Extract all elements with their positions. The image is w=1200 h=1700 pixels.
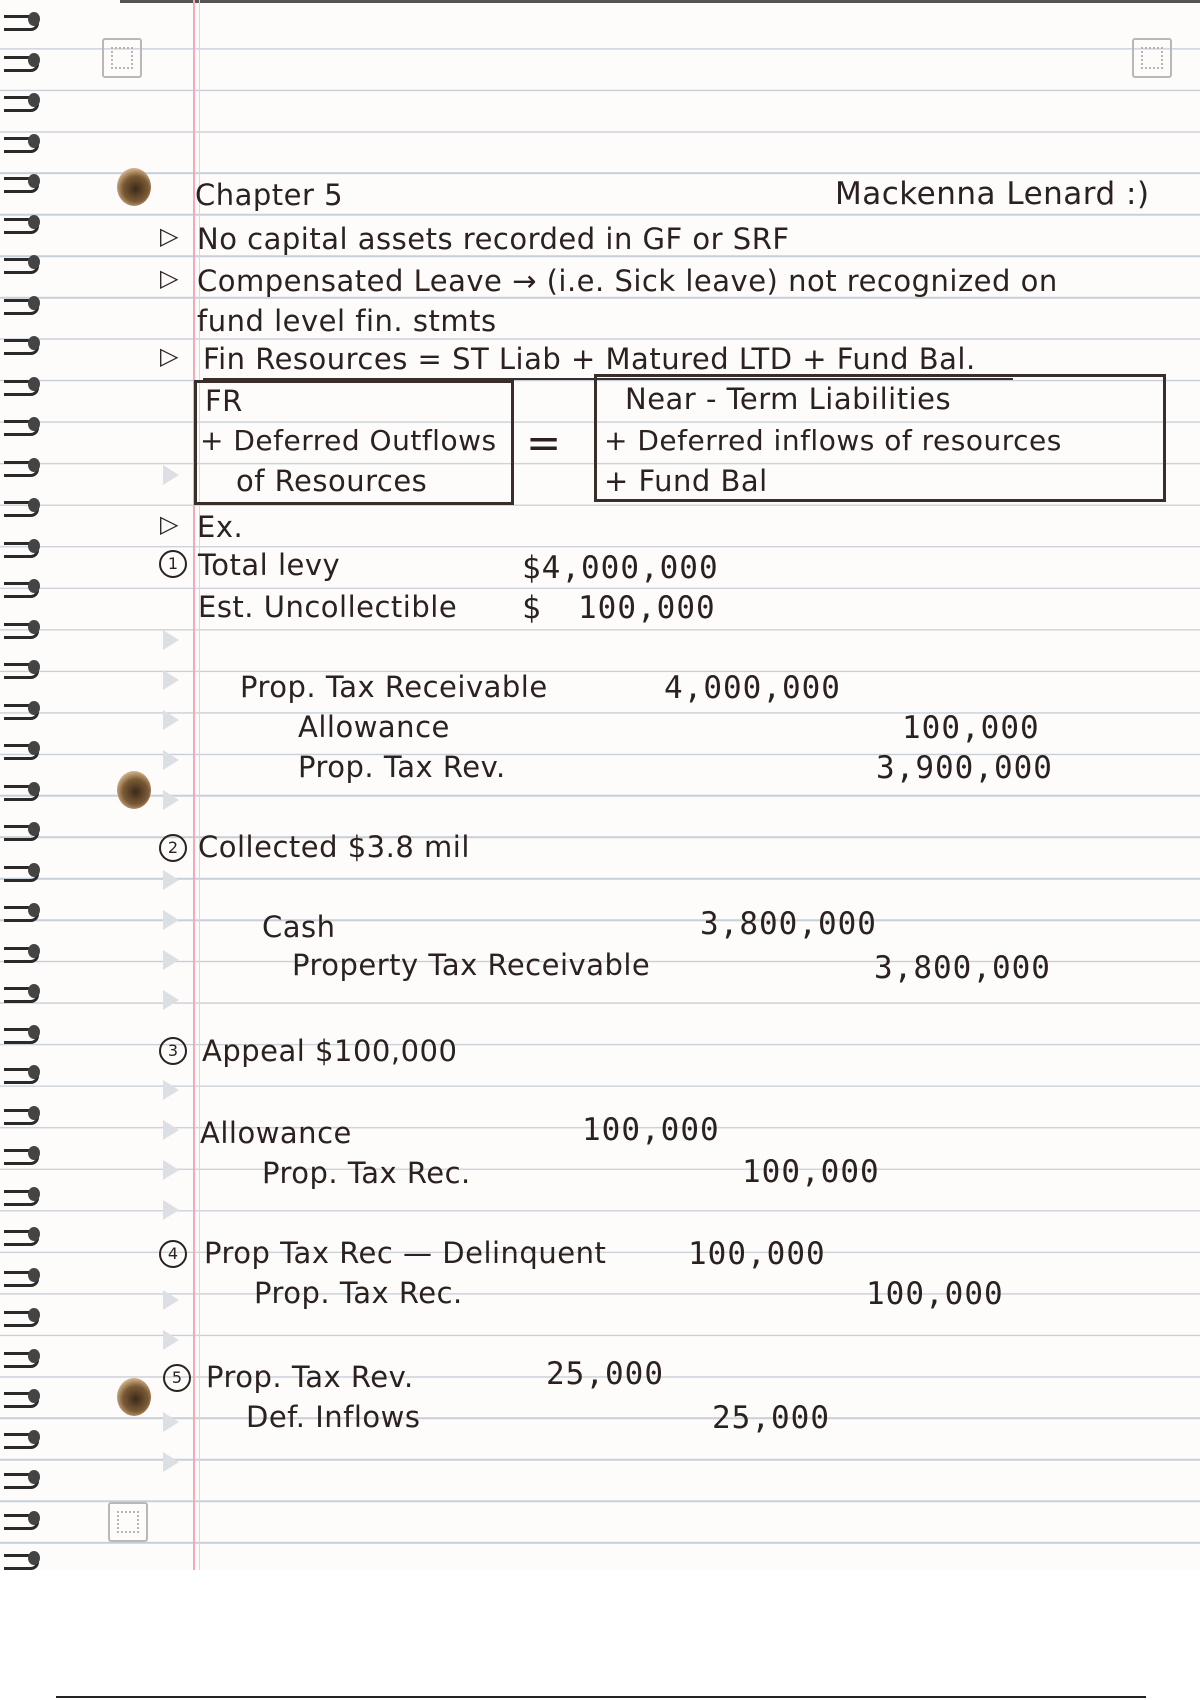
spiral-coil — [0, 91, 44, 113]
page-top-edge — [120, 0, 1200, 3]
chapter-heading: Chapter 5 — [195, 178, 344, 212]
equals-sign: = — [526, 418, 562, 467]
journal-account: Property Tax Receivable — [292, 948, 651, 982]
triangle-bullet-icon — [163, 1412, 179, 1432]
journal-debit: 100,000 — [582, 1112, 720, 1148]
spiral-coil — [0, 1509, 44, 1531]
triangle-bullet-icon — [163, 1452, 179, 1472]
uncollectible-label: Est. Uncollectible — [198, 590, 458, 624]
spiral-coil — [0, 334, 44, 356]
journal-account: Prop. Tax Rev. — [298, 750, 506, 784]
spiral-coil — [0, 537, 44, 559]
spiral-coil — [0, 861, 44, 883]
journal-account: Allowance — [200, 1116, 352, 1150]
bottom-border-line — [56, 1696, 1146, 1698]
page-decoration-icon — [102, 38, 142, 78]
spiral-coil — [0, 699, 44, 721]
journal-account: Allowance — [298, 710, 450, 744]
spiral-coil — [0, 213, 44, 235]
note-line: Compensated Leave → (i.e. Sick leave) not recognized on — [197, 264, 1058, 298]
journal-account: Prop. Tax Rev. — [206, 1360, 414, 1394]
journal-debit: 3,800,000 — [700, 906, 877, 942]
triangle-bullet-icon — [163, 710, 179, 730]
journal-account: Cash — [262, 910, 336, 944]
spiral-coil — [0, 1104, 44, 1126]
levy-value: $4,000,000 — [522, 550, 719, 586]
spiral-coil — [0, 294, 44, 316]
journal-credit: 100,000 — [866, 1276, 1004, 1312]
triangle-bullet-icon — [163, 1080, 179, 1100]
spiral-coil — [0, 1144, 44, 1166]
journal-account: Prop. Tax Rec. — [254, 1276, 463, 1310]
margin-line — [193, 0, 195, 1570]
triangle-bullet-icon — [163, 870, 179, 890]
spiral-coil — [0, 820, 44, 842]
journal-account: Def. Inflows — [246, 1400, 421, 1434]
spiral-coil — [0, 456, 44, 478]
step-number: 1 — [159, 550, 187, 578]
levy-label: Total levy — [198, 548, 341, 582]
triangle-bullet-icon — [163, 750, 179, 770]
triangle-bullet-icon — [163, 1290, 179, 1310]
spiral-coil — [0, 1387, 44, 1409]
spiral-coil — [0, 942, 44, 964]
step-number: 4 — [159, 1240, 187, 1268]
spiral-coil — [0, 577, 44, 599]
spiral-coil — [0, 658, 44, 680]
uncollectible-value: 100,000 — [578, 590, 716, 626]
equation-right-line: Near - Term Liabilities — [625, 382, 952, 416]
spiral-coil — [0, 1428, 44, 1450]
journal-debit: 100,000 — [688, 1236, 826, 1272]
triangle-bullet-icon: ▷ — [160, 510, 179, 538]
spiral-coil — [0, 415, 44, 437]
equation-left-line: FR — [205, 384, 243, 418]
triangle-bullet-icon — [163, 990, 179, 1010]
journal-account: Prop Tax Rec — Delinquent — [204, 1236, 607, 1270]
journal-credit: 25,000 — [712, 1400, 830, 1436]
spiral-coil — [0, 1468, 44, 1490]
spiral-coil — [0, 982, 44, 1004]
note-line: fund level fin. stmts — [197, 304, 497, 338]
journal-debit: 4,000,000 — [664, 670, 841, 706]
journal-credit: 3,900,000 — [876, 750, 1053, 786]
triangle-bullet-icon — [163, 670, 179, 690]
equation-right-line: + Fund Bal — [604, 464, 768, 498]
step-number: 5 — [163, 1364, 191, 1392]
triangle-bullet-icon — [163, 465, 179, 485]
spiral-coil — [0, 1306, 44, 1328]
equation-left-line: + Deferred Outflows — [200, 424, 497, 457]
triangle-bullet-icon — [163, 1160, 179, 1180]
spiral-coil — [0, 172, 44, 194]
triangle-bullet-icon — [163, 1330, 179, 1350]
triangle-bullet-icon — [163, 790, 179, 810]
journal-credit: 100,000 — [902, 710, 1040, 746]
spiral-coil — [0, 10, 44, 32]
punch-hole — [117, 771, 151, 809]
triangle-bullet-icon: ▷ — [160, 342, 179, 370]
journal-credit: 100,000 — [742, 1154, 880, 1190]
step-description: Collected $3.8 mil — [198, 830, 470, 864]
journal-account: Prop. Tax Rec. — [262, 1156, 471, 1190]
triangle-bullet-icon — [163, 1120, 179, 1140]
page-decoration-icon — [1132, 38, 1172, 78]
journal-account: Prop. Tax Receivable — [240, 670, 548, 704]
triangle-bullet-icon: ▷ — [160, 222, 179, 250]
spiral-coil — [0, 1225, 44, 1247]
spiral-coil — [0, 1347, 44, 1369]
step-number: 3 — [159, 1037, 187, 1065]
spiral-coil — [0, 739, 44, 761]
spiral-coil — [0, 901, 44, 923]
spiral-coil — [0, 253, 44, 275]
journal-credit: 3,800,000 — [874, 950, 1051, 986]
equation-left-line: of Resources — [236, 464, 428, 498]
author-name: Mackenna Lenard :) — [835, 176, 1150, 212]
triangle-bullet-icon — [163, 630, 179, 650]
note-line: Fin Resources = ST Liab + Matured LTD + Fund Bal. — [203, 342, 976, 376]
example-label: Ex. — [197, 510, 244, 544]
triangle-bullet-icon: ▷ — [160, 264, 179, 292]
spiral-coil — [0, 780, 44, 802]
journal-debit: 25,000 — [546, 1356, 664, 1392]
spiral-coil — [0, 1063, 44, 1085]
step-description: Appeal $100,000 — [202, 1034, 458, 1068]
uncollectible-dollar: $ — [522, 590, 542, 626]
triangle-bullet-icon — [163, 950, 179, 970]
triangle-bullet-icon — [163, 1200, 179, 1220]
spiral-coil — [0, 1023, 44, 1045]
punch-hole — [117, 168, 151, 206]
spiral-coil — [0, 51, 44, 73]
spiral-coil — [0, 618, 44, 640]
spiral-coil — [0, 375, 44, 397]
spiral-coil — [0, 496, 44, 518]
page-decoration-icon — [108, 1502, 148, 1542]
note-line: No capital assets recorded in GF or SRF — [197, 222, 790, 256]
triangle-bullet-icon — [163, 910, 179, 930]
spiral-coil — [0, 132, 44, 154]
spiral-coil — [0, 1185, 44, 1207]
equation-right-line: + Deferred inflows of resources — [604, 424, 1062, 457]
spiral-coil — [0, 1549, 44, 1571]
punch-hole — [117, 1378, 151, 1416]
spiral-coil — [0, 1266, 44, 1288]
step-number: 2 — [159, 834, 187, 862]
